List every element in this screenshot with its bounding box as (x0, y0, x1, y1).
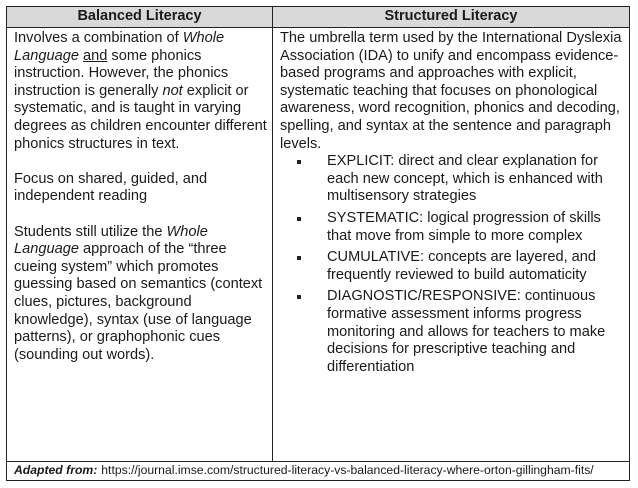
text-run-underline: and (83, 47, 108, 64)
bullet-item-cumulative (297, 249, 625, 284)
content-row (7, 28, 629, 462)
header-row (7, 7, 629, 28)
comparison-table (6, 6, 630, 481)
balanced-paragraph-3 (14, 224, 268, 365)
bullet-text: EXPLICIT: direct and clear explanation for each new concept, which is enhanced with multisensory strategies (327, 153, 603, 205)
structured-bullet-list (280, 153, 625, 376)
balanced-paragraph-1 (14, 30, 268, 153)
structured-intro: The umbrella term used by the International Dyslexia Association (IDA) to unify and encompass evidence-based programs and approaches with explicit, systematic teaching that focuses on phonological awareness, word recognition, phonics and decoding, spelling, and syntax at the sentence and paragraph levels. (280, 30, 622, 152)
bullet-item-explicit (297, 153, 625, 206)
text-run-italic: Whole Language (14, 30, 225, 64)
text-run: approach of the “three cueing system” which promotes guessing based on semantics (context clues, pictures, background knowledge), syntax (use of language patterns), or graphophonic cues (sounding out words). (14, 241, 263, 363)
text-run: explicit or systematic, and is taught in varying degrees as children encounter different phonics structures in text. (14, 82, 267, 152)
balanced-literacy-cell (7, 28, 273, 461)
bullet-text: DIAGNOSTIC/RESPONSIVE: continuous formative assessment informs progress monitoring and allows for teachers to make decisions for prescriptive teaching and differentiation (327, 288, 606, 375)
text-run: Students still utilize the (14, 223, 167, 240)
structured-literacy-cell (273, 28, 629, 461)
spacer (14, 153, 268, 171)
bullet-item-diagnostic (297, 288, 625, 376)
source-url: https://journal.imse.com/structured-literacy-vs-balanced-literacy-where-orton-gillingham-fits/ (101, 463, 594, 477)
spacer (14, 206, 268, 224)
adapted-from-label: Adapted from: (14, 463, 98, 477)
square-bullet-icon (297, 217, 301, 221)
square-bullet-icon (297, 295, 301, 299)
bullet-item-systematic (297, 210, 625, 245)
balanced-paragraph-2: Focus on shared, guided, and independent reading (14, 170, 208, 205)
text-run-italic: not (162, 82, 183, 99)
text-run-italic: Whole Language (14, 223, 208, 258)
balanced-literacy-header: Balanced Literacy (7, 7, 273, 27)
square-bullet-icon (297, 256, 301, 260)
structured-literacy-header: Structured Literacy (384, 8, 518, 24)
bullet-text: SYSTEMATIC: logical progression of skills that move from simple to more complex (327, 209, 601, 244)
source-footer (7, 462, 629, 480)
bullet-text: CUMULATIVE: concepts are layered, and frequently reviewed to build automaticity (327, 249, 597, 283)
text-run: Involves a combination of (14, 30, 183, 46)
text-run: some phonics instruction. However, the phonics instruction is generally (14, 47, 229, 99)
square-bullet-icon (297, 160, 301, 164)
